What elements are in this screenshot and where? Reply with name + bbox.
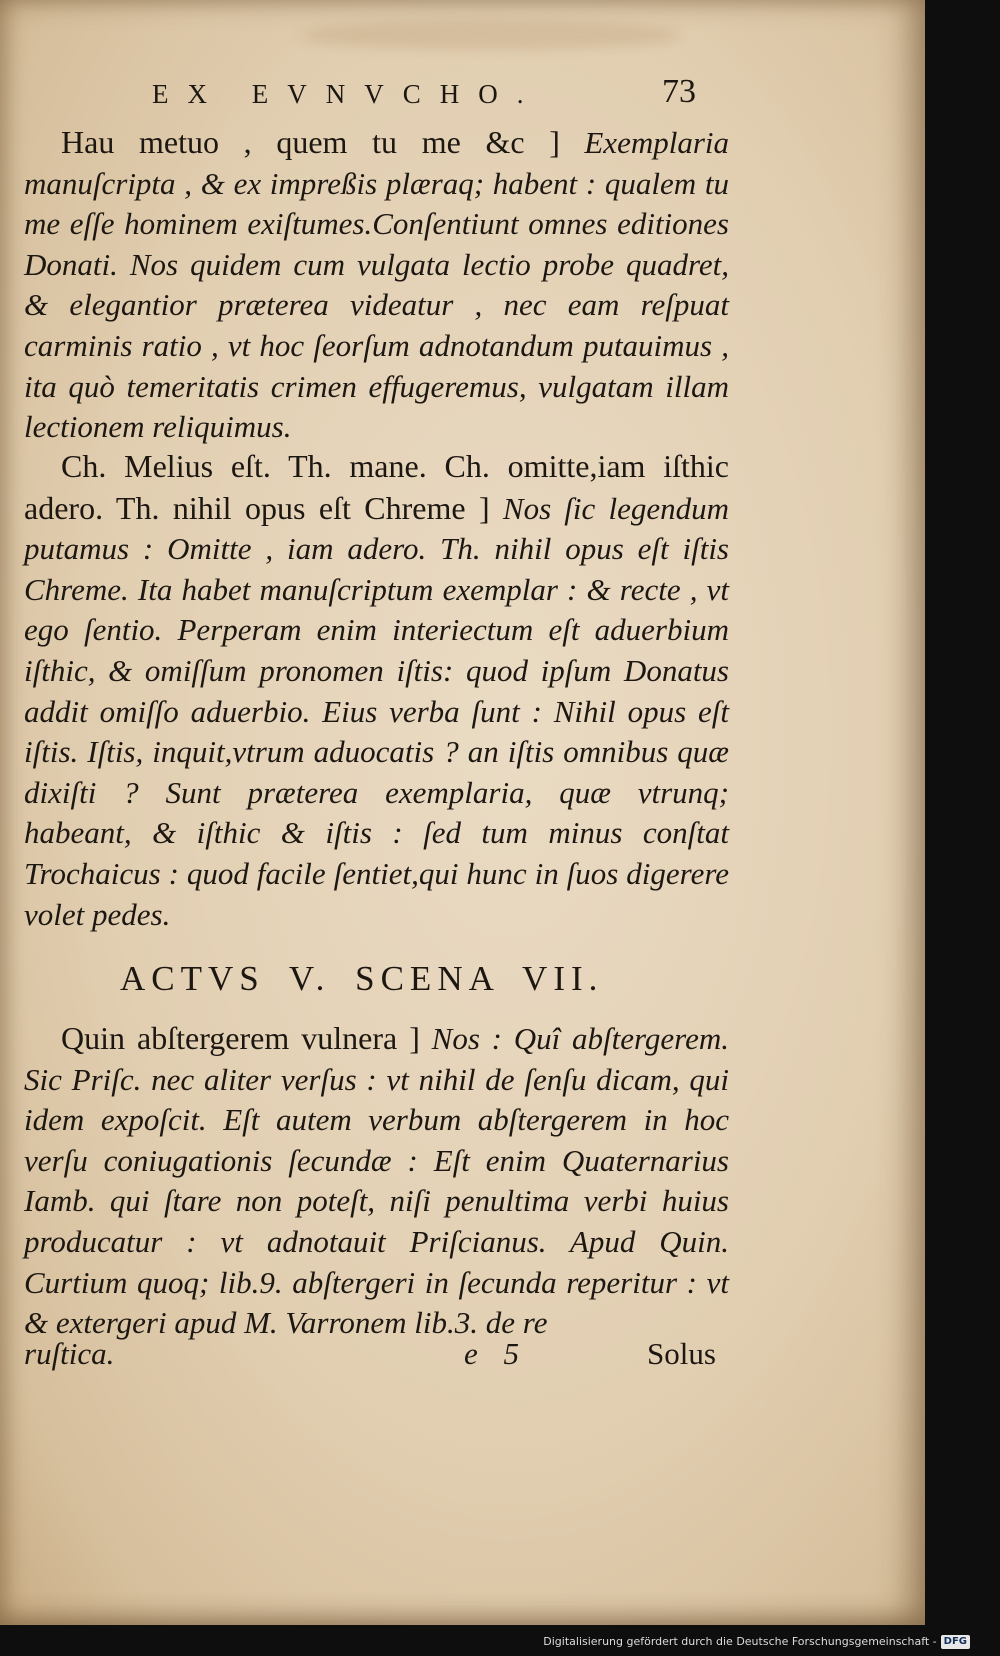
digitization-credit: [543, 1632, 970, 1652]
dfg-logo: DFG: [941, 1635, 970, 1649]
page-number: 73: [662, 73, 696, 110]
catchword: Solus: [647, 1336, 716, 1371]
running-title: EX EVNVCHO.: [152, 79, 543, 109]
comment-3: Nos : Quî abſtergerem. Sic Priſc. nec aliter verſus : vt nihil de ſenſu dicam, qui idem expoſcit. Eſt autem verbum abſtergerem in hoc verſu coniugationis ſecundæ : Eſt enim Quaternarius Iamb. qui ſtare non poteſt, niſi penultima verbi huius producatur : vt adnotauit Priſcianus. Apud Quin. Curtium quoq; lib.9. abſtergeri in ſecunda reperitur : vt & extergeri apud M. Varronem lib.3. de re: [24, 1021, 729, 1341]
commentary-paragraph-3: [24, 1018, 729, 1378]
credit-text: Digitalisierung gefördert durch die Deutsche Forschungsgemeinschaft -: [543, 1635, 937, 1648]
commentary-paragraph-1: [24, 122, 729, 452]
comment-2: Nos ſic legendum putamus : Omitte , iam adero. Th. nihil opus eſt iſtis Chreme. Ita habet manuſcriptum exemplar : & recte , vt ego ſentio. Perperam enim interiectum eſt aduerbium iſthic, & omiſſum pronomen iſtis: quod ipſum Donatus addit omiſſo aduerbio. Eius verba ſunt : Nihil opus eſt iſtis. Iſtis, inquit,vtrum aduocatis ? an iſtis omnibus quæ dixiſti ? Sunt præterea exemplaria, quæ vtrunq; habeant, & iſthic & iſtis : ſed tum minus conſtat Trochaicus : quod facile ſentiet,qui hunc in ſuos digerere volet pedes.: [24, 490, 729, 932]
lemma-3: Quin abſtergerem vulnera ]: [61, 1020, 420, 1056]
commentary-paragraph-2: [24, 446, 729, 932]
scene-heading: ACTVS V. SCENA VII.: [120, 959, 604, 998]
lemma-2: Ch. Melius eſt. Th. mane. Ch. omitte,iam iſthic adero. Th. nihil opus eſt Chreme ]: [24, 448, 729, 526]
last-word: ruſtica.: [24, 1336, 115, 1371]
page-header: [140, 72, 740, 116]
page-foot: [24, 1332, 729, 1376]
signature-mark: e 5: [464, 1336, 520, 1371]
paper-stain: [300, 20, 680, 50]
lemma-1: Hau metuo , quem tu me &c ]: [61, 124, 560, 160]
comment-1: Exemplaria manuſcripta , & ex impreßis plæraq; habent : qualem tu me eſſe hominem exiſtumes.Conſentiunt omnes editiones Donati. Nos quidem cum vulgata lectio probe quadret, & elegantior præterea videatur , nec eam reſpuat carminis ratio , vt hoc ſeorſum adnotandum putauimus , ita quò temeritatis crimen effugeremus, vulgatam illam lectionem reliquimus.: [24, 125, 730, 445]
